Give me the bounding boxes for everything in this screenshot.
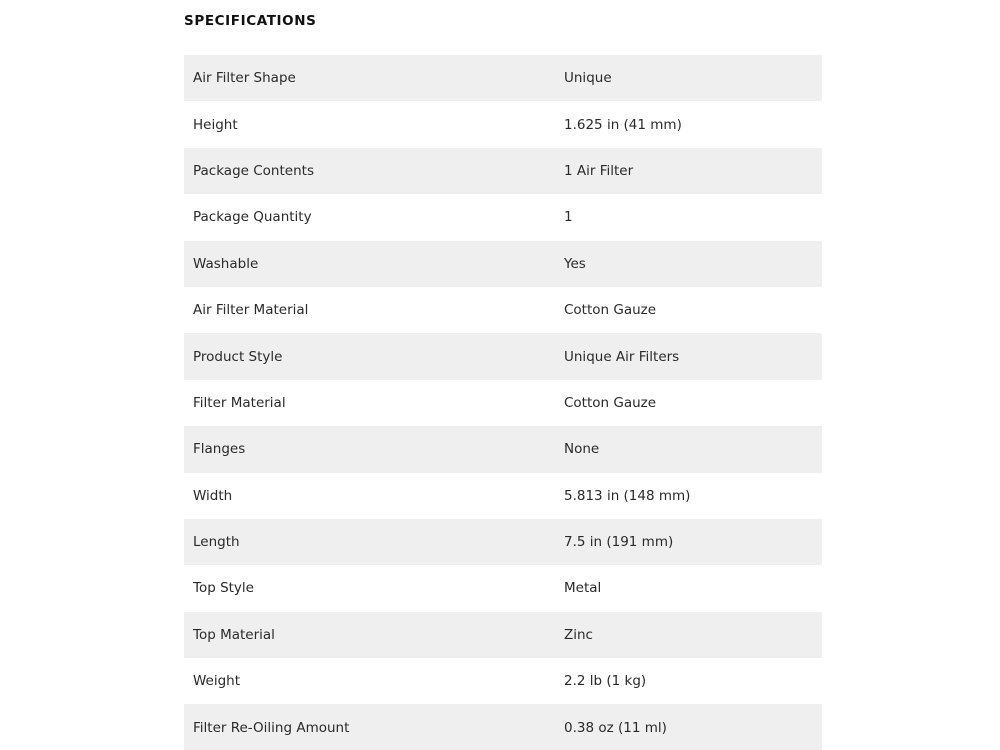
spec-label: Weight <box>193 673 241 690</box>
table-row <box>184 148 822 194</box>
table-row <box>184 519 822 565</box>
spec-label: Top Style <box>193 580 254 597</box>
spec-value: None <box>564 441 600 458</box>
table-row <box>184 658 822 704</box>
table-row <box>184 565 822 611</box>
table-row <box>184 473 822 519</box>
spec-value: Zinc <box>564 626 593 643</box>
table-row <box>184 287 822 333</box>
table-row <box>184 426 822 472</box>
spec-label: Package Quantity <box>193 209 312 226</box>
spec-label: Filter Material <box>193 394 286 411</box>
spec-value: 1.625 in (41 mm) <box>564 116 682 133</box>
spec-label: Package Contents <box>193 162 314 179</box>
spec-value: 1 <box>564 209 573 226</box>
table-row <box>184 55 822 101</box>
spec-label: Filter Re-Oiling Amount <box>193 719 350 736</box>
spec-value: Cotton Gauze <box>564 394 657 411</box>
table-row <box>184 101 822 147</box>
spec-value: Metal <box>564 580 602 597</box>
table-row <box>184 333 822 379</box>
specifications-table <box>184 55 822 750</box>
table-row <box>184 380 822 426</box>
spec-label: Air Filter Shape <box>193 70 296 87</box>
table-row <box>184 612 822 658</box>
spec-label: Width <box>193 487 233 504</box>
spec-value: Unique <box>564 70 612 87</box>
spec-value: Yes <box>564 255 586 272</box>
spec-value: 1 Air Filter <box>564 162 634 179</box>
section-title: SPECIFICATIONS <box>184 13 317 29</box>
table-row <box>184 194 822 240</box>
spec-label: Flanges <box>193 441 246 458</box>
spec-value: 7.5 in (191 mm) <box>564 534 674 551</box>
spec-label: Air Filter Material <box>193 302 309 319</box>
spec-label: Top Material <box>193 626 275 643</box>
spec-label: Length <box>193 534 240 551</box>
table-row <box>184 704 822 750</box>
spec-value: Cotton Gauze <box>564 302 657 319</box>
spec-label: Height <box>193 116 238 133</box>
spec-label: Product Style <box>193 348 283 365</box>
table-row <box>184 241 822 287</box>
spec-label: Washable <box>193 255 259 272</box>
spec-value: 2.2 lb (1 kg) <box>564 673 647 690</box>
spec-value: 5.813 in (148 mm) <box>564 487 691 504</box>
spec-value: Unique Air Filters <box>564 348 680 365</box>
spec-value: 0.38 oz (11 ml) <box>564 719 667 736</box>
